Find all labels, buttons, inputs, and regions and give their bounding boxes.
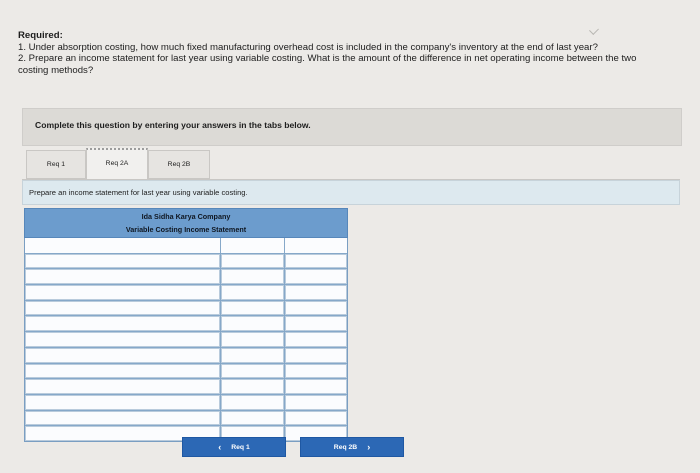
table-row [25,301,347,317]
requirement-1: 1. Under absorption costing, how much fixed manufacturing overhead cost is included in the company's inventory at the end of last year? [18,41,598,53]
total-input[interactable] [285,348,347,363]
line-item-input[interactable] [25,316,221,331]
table-row [25,285,347,301]
line-item-input[interactable] [25,285,221,300]
total-input[interactable] [285,411,347,426]
line-item-input[interactable] [25,238,221,253]
requirement-2: 2. Prepare an income statement for last year using variable costing. What is the amount of the difference in net operating income between the two costing methods? [18,53,637,76]
total-input[interactable] [285,285,347,300]
table-row [25,254,347,270]
amount-input[interactable] [221,379,285,394]
table-row [25,411,347,427]
table-row [25,379,347,395]
tab-req-1[interactable] [26,150,86,179]
line-item-input[interactable] [25,348,221,363]
line-item-input[interactable] [25,269,221,284]
statement-grid [24,238,348,442]
total-input[interactable] [285,269,347,284]
next-label: Req 2B [333,443,358,451]
income-statement [24,208,348,442]
amount-input[interactable] [221,332,285,347]
tab-label: Req 1 [46,161,66,168]
total-input[interactable] [285,332,347,347]
required-heading: Required: [18,30,63,41]
amount-input[interactable] [221,395,285,410]
tab-label: Req 2B [167,161,191,168]
line-item-input[interactable] [25,301,221,316]
prompt-text: Prepare an income statement for last year using variable costing. [29,188,248,197]
tab-label: Req 2A [105,160,129,167]
table-row [25,238,347,254]
requirements [18,30,658,76]
instruction-box [22,108,682,146]
total-input[interactable] [285,301,347,316]
table-row [25,395,347,411]
total-input[interactable] [285,238,347,253]
amount-input[interactable] [221,348,285,363]
next-button[interactable] [300,437,404,457]
statement-title: Variable Costing Income Statement [125,225,247,234]
chevron-left-icon: ‹ [218,442,222,452]
line-item-input[interactable] [25,254,221,269]
table-row [25,348,347,364]
table-row [25,364,347,380]
line-item-input[interactable] [25,364,221,379]
amount-input[interactable] [221,411,285,426]
line-item-input[interactable] [25,411,221,426]
tab-req-2a[interactable] [86,148,148,179]
amount-input[interactable] [221,285,285,300]
amount-input[interactable] [221,269,285,284]
total-input[interactable] [285,316,347,331]
table-row [25,316,347,332]
prev-label: Req 1 [231,443,250,451]
tab-req-2b[interactable] [148,150,210,179]
line-item-input[interactable] [25,395,221,410]
prompt-bar [22,180,680,205]
table-row [25,332,347,348]
amount-input[interactable] [221,238,285,253]
amount-input[interactable] [221,301,285,316]
chevron-right-icon: › [367,442,371,452]
total-input[interactable] [285,254,347,269]
amount-input[interactable] [221,364,285,379]
amount-input[interactable] [221,316,285,331]
statement-header [24,208,348,238]
total-input[interactable] [285,364,347,379]
table-row [25,269,347,285]
prev-button[interactable] [182,437,286,457]
company-name: Ida Sidha Karya Company [141,212,231,221]
instruction-text: Complete this question by entering your answers in the tabs below. [35,120,311,130]
amount-input[interactable] [221,254,285,269]
total-input[interactable] [285,379,347,394]
total-input[interactable] [285,395,347,410]
line-item-input[interactable] [25,379,221,394]
line-item-input[interactable] [25,332,221,347]
